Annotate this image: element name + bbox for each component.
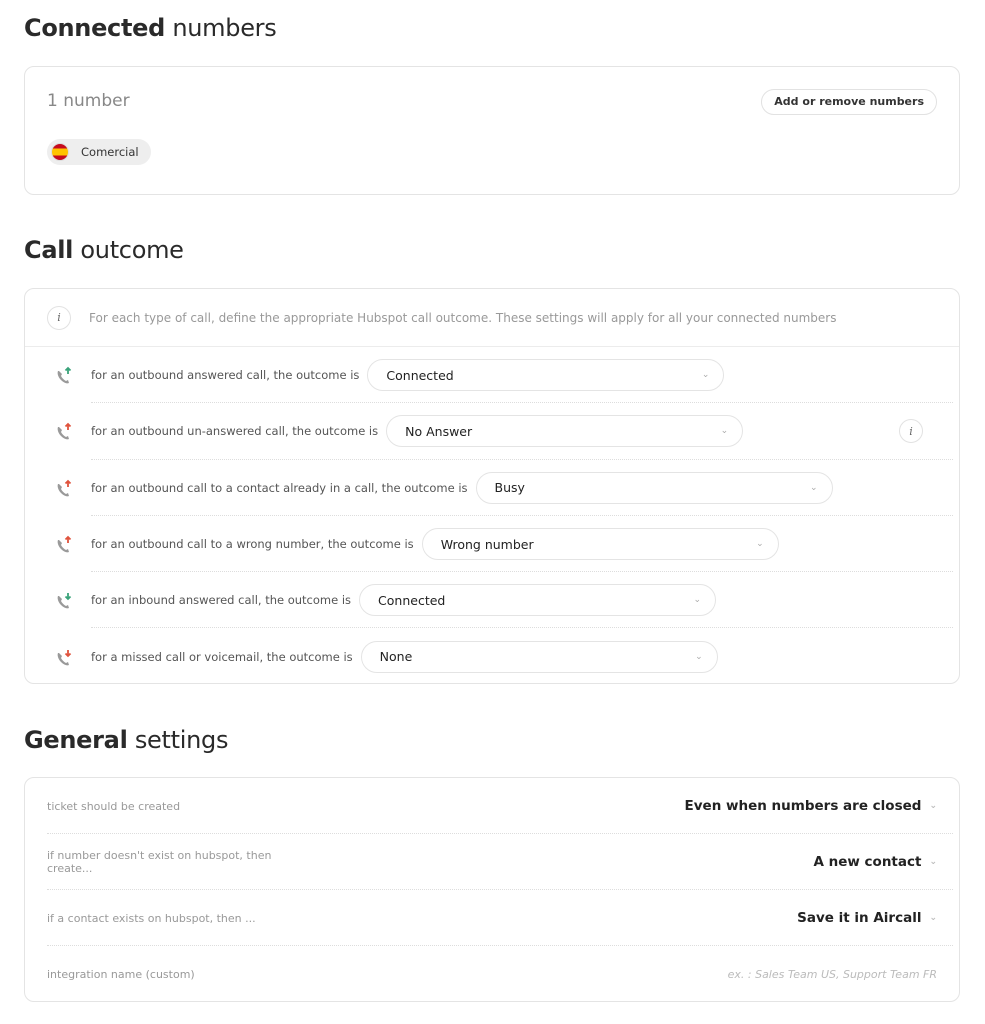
info-text: For each type of call, define the appropriate Hubspot call outcome. These settings will apply for all your connected numbers: [89, 310, 837, 325]
general-settings-card: [24, 777, 960, 1002]
setting-dropdown[interactable]: Save it in Aircall ⌄: [797, 910, 937, 926]
setting-row: [25, 890, 959, 946]
outcome-label: for an outbound call to a contact already in a call, the outcome is: [91, 480, 468, 495]
outcome-row: [25, 347, 959, 403]
phone-outbound-icon: [53, 478, 73, 498]
chevron-down-icon: ⌄: [809, 482, 818, 493]
general-settings-heading: General settings: [24, 726, 229, 754]
chevron-down-icon: ⌄: [756, 539, 764, 550]
call-outcome-info: [25, 289, 959, 347]
chevron-down-icon: ⌄: [929, 913, 937, 923]
setting-label: if a contact exists on hubspot, then ...: [47, 911, 256, 925]
outcome-label: for a missed call or voicemail, the outcome is: [91, 649, 353, 664]
outcome-row: [25, 516, 959, 572]
setting-label: if number doesn't exist on hubspot, then create...: [47, 849, 272, 875]
setting-dropdown[interactable]: A new contact ⌄: [813, 854, 937, 870]
connected-numbers-card: [24, 66, 960, 195]
info-icon[interactable]: i: [899, 419, 923, 443]
setting-row: [25, 778, 959, 834]
chevron-down-icon: ⌄: [693, 595, 702, 606]
phone-inbound-icon: [53, 590, 73, 610]
phone-outbound-icon: [53, 534, 73, 554]
outcome-select[interactable]: None ⌄: [361, 641, 718, 673]
setting-row: [25, 946, 959, 1002]
info-icon: i: [47, 306, 71, 330]
setting-row: [25, 834, 959, 890]
phone-outbound-icon: [53, 421, 73, 441]
chevron-down-icon: ⌄: [929, 801, 937, 811]
call-outcome-card: [24, 288, 960, 684]
connected-numbers-heading: Connected numbers: [24, 14, 277, 42]
outcome-select[interactable]: Connected ⌄: [359, 584, 716, 616]
setting-label: ticket should be created: [47, 799, 181, 813]
phone-outbound-icon: [53, 365, 73, 385]
outcome-select[interactable]: Busy ⌄: [476, 472, 833, 504]
outcome-label: for an outbound un-answered call, the outcome is: [91, 424, 379, 439]
outcome-select[interactable]: No Answer ⌄: [386, 415, 743, 447]
outcome-row: [25, 572, 959, 628]
chevron-down-icon: ⌄: [929, 857, 937, 867]
number-chip[interactable]: [47, 139, 151, 165]
chevron-down-icon: ⌄: [701, 370, 710, 381]
outcome-row: [25, 403, 959, 459]
outcome-label: for an outbound answered call, the outcome is: [91, 368, 360, 383]
number-count: 1 number: [47, 91, 130, 111]
outcome-select[interactable]: Wrong number ⌄: [422, 528, 779, 560]
chevron-down-icon: ⌄: [720, 426, 729, 437]
phone-inbound-icon: [53, 647, 73, 667]
outcome-select[interactable]: Connected ⌄: [367, 359, 724, 391]
call-outcome-heading: Call outcome: [24, 236, 184, 264]
number-name: Comercial: [81, 145, 139, 159]
setting-label: integration name (custom): [47, 967, 195, 981]
outcome-row: [25, 628, 959, 684]
setting-dropdown[interactable]: Even when numbers are closed ⌄: [684, 798, 937, 814]
outcome-row: [25, 460, 959, 516]
add-remove-numbers-button[interactable]: Add or remove numbers: [761, 89, 937, 115]
outcome-label: for an inbound answered call, the outcome is: [91, 593, 352, 608]
outcome-label: for an outbound call to a wrong number, the outcome is: [91, 537, 414, 552]
chevron-down-icon: ⌄: [695, 651, 703, 662]
spain-flag-icon: [51, 143, 69, 161]
integration-name-input[interactable]: ex. : Sales Team US, Support Team FR: [727, 967, 937, 981]
